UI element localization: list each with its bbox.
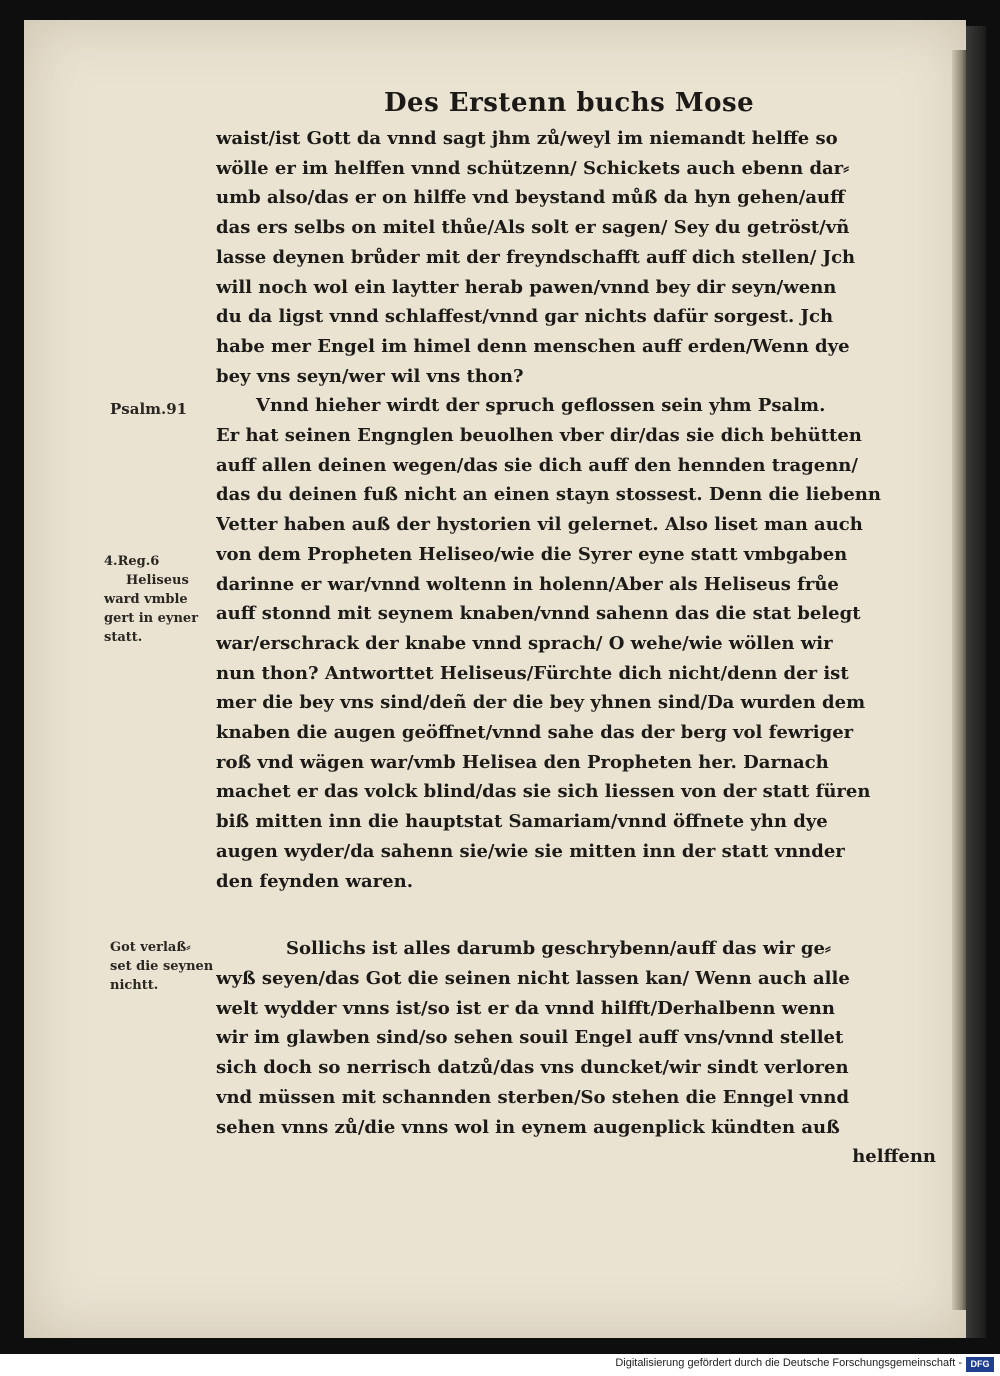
text-line: habe mer Engel im himel denn menschen auff erden/Wenn dye: [216, 335, 850, 357]
text-line: will noch wol ein laytter herab pawen/vnnd bey dir seyn/wenn: [216, 276, 837, 298]
text-line: war/erschrack der knabe vnnd sprach/ O wehe/wie wöllen wir: [216, 632, 833, 654]
text-line: wyß seyen/das Got die seinen nicht lassen kan/ Wenn auch alle: [216, 967, 850, 989]
margin-note-line: set die seynen: [110, 959, 214, 974]
text-line: darinne er war/vnnd woltenn in holenn/Aber als Heliseus frůe: [216, 573, 839, 595]
margin-note-line: statt.: [104, 630, 143, 645]
text-line: wölle er im helffen vnnd schützenn/ Schickets auch ebenn dar⸗: [216, 157, 850, 179]
text-line: vnd müssen mit schannden sterben/So stehen die Enngel vnnd: [216, 1086, 850, 1108]
text-line: Sollichs ist alles darumb geschrybenn/auff das wir ge⸗: [286, 938, 831, 960]
margin-note-line: gert in eyner: [104, 611, 199, 626]
page-gutter-shadow: [952, 50, 966, 1310]
text-line: welt wydder vnns ist/so ist er da vnnd hilfft/Derhalbenn wenn: [216, 997, 835, 1019]
text-line: roß vnd wägen war/vmb Helisea den Propheten her. Darnach: [216, 751, 829, 773]
text-line: den feynden waren.: [216, 870, 413, 892]
text-line: knaben die augen geöffnet/vnnd sahe das der berg vol fewriger: [216, 722, 854, 744]
text-line: lasse deynen brůder mit der freyndschafft auff dich stellen/ Jch: [216, 246, 856, 268]
body-text: [216, 124, 936, 1172]
text-line: augen wyder/da sahenn sie/wie sie mitten inn der statt vnnder: [216, 840, 845, 862]
margin-note-line: Psalm.91: [110, 400, 188, 418]
text-line: biß mitten inn die hauptstat Samariam/vnnd öffnete yhn dye: [216, 811, 828, 833]
text-line: umb also/das er on hilffe vnd beystand můß da hyn gehen/auff: [216, 187, 845, 209]
text-line: Vnnd hieher wirdt der spruch geflossen sein yhm Psalm.: [256, 395, 826, 417]
footer-bar: [0, 1354, 1000, 1376]
text-line: waist/ist Gott da vnnd sagt jhm zů/weyl im niemandt helffe so: [216, 128, 838, 149]
margin-note-line: nichtt.: [110, 978, 159, 993]
text-line: Vetter haben auß der hystorien vil gelernet. Also liset man auch: [216, 514, 863, 536]
funding-credit: Digitalisierung gefördert durch die Deutsche Forschungsgemeinschaft -: [615, 1357, 962, 1369]
text-line: auff stonnd mit seynem knaben/vnnd sahenn das die stat belegt: [216, 603, 861, 625]
catchword: helffenn: [852, 1146, 936, 1168]
text-line: auff allen deinen wegen/das sie dich auff den hennden tragenn/: [216, 454, 858, 476]
text-line: du da ligst vnnd schlaffest/vnnd gar nichts dafür sorgest. Jch: [216, 306, 834, 328]
text-line: wir im glawben sind/so sehen souil Engel auff vns/vnnd stellet: [216, 1027, 844, 1049]
text-line: von dem Propheten Heliseo/wie die Syrer eyne statt vmbgaben: [216, 543, 848, 565]
margin-note-got: [110, 938, 213, 995]
paragraph-gap: [216, 896, 936, 934]
text-line: sich doch so nerrisch datzů/das vns duncket/wir sindt verloren: [216, 1057, 849, 1079]
book-page: [24, 20, 966, 1338]
text-line: bey vns seyn/wer wil vns thon?: [216, 365, 524, 387]
text-line: sehen vnns zů/die vnns wol in eynem augenplick kündten auß: [216, 1116, 840, 1138]
text-line: mer die bey vns sind/deñ der die bey yhnen sind/Da wurden dem: [216, 692, 866, 714]
margin-note-line: 4.Reg.6: [104, 554, 160, 569]
next-leaf-edge: [966, 26, 986, 1338]
text-line: machet er das volck blind/das sie sich liessen von der statt füren: [216, 781, 871, 803]
running-head: Des Erstenn buchs Mose: [384, 88, 755, 118]
margin-note-line: ward vmble: [104, 592, 188, 607]
margin-note-line: Heliseus: [126, 573, 189, 588]
margin-note-heliseus: [104, 552, 198, 647]
text-line: nun thon? Antworttet Heliseus/Fürchte dich nicht/denn der ist: [216, 662, 849, 684]
text-line: das ers selbs on mitel thůe/Als solt er sagen/ Sey du getröst/vñ: [216, 217, 850, 239]
margin-note-psalm: [110, 400, 187, 419]
text-line: das du deinen fuß nicht an einen stayn stossest. Denn die liebenn: [216, 484, 881, 506]
text-line: Er hat seinen Engnglen beuolhen vber dir/das sie dich behütten: [216, 425, 862, 447]
dfg-logo: DFG: [966, 1357, 994, 1372]
margin-note-line: Got verlaß⸗: [110, 940, 191, 955]
